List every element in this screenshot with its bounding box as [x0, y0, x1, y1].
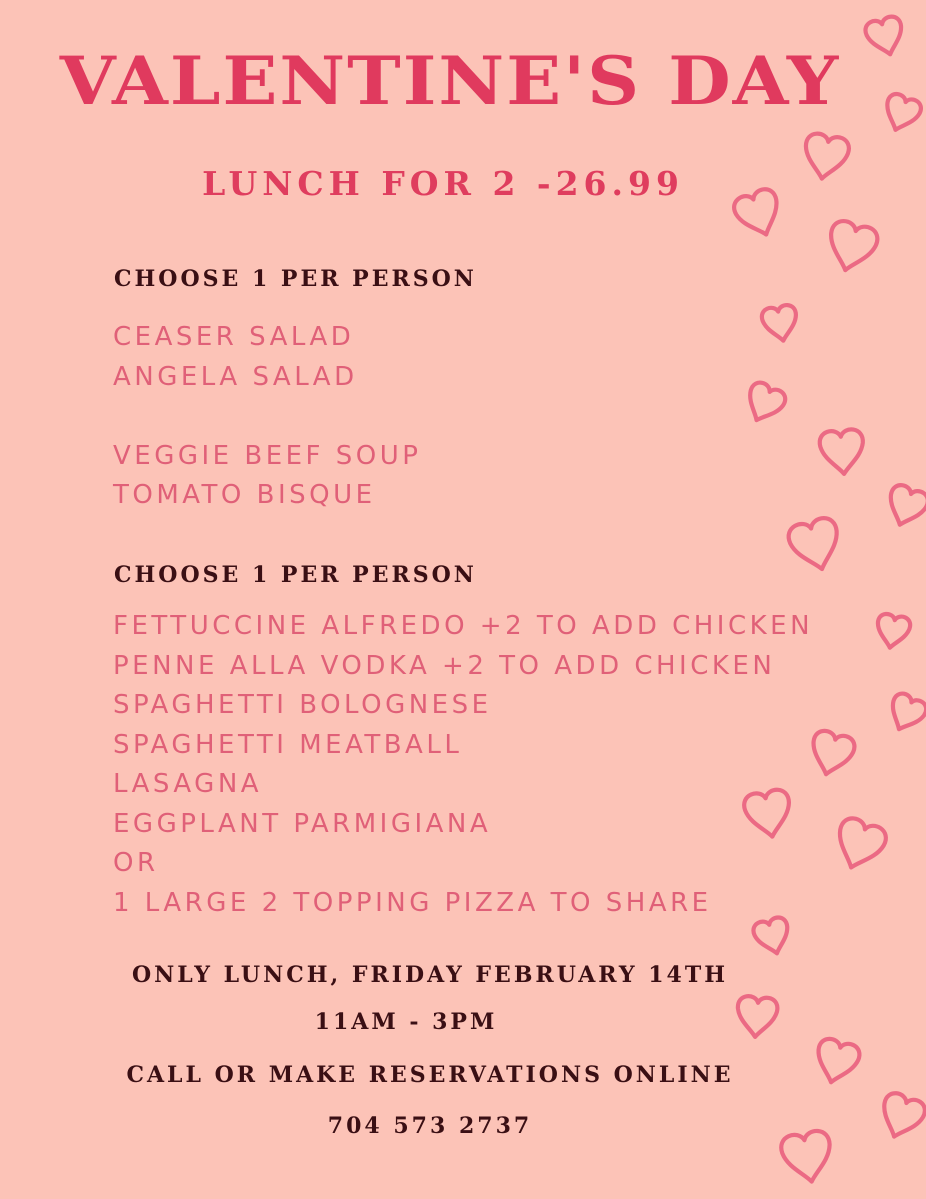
- heart-icon: [819, 428, 866, 475]
- heart-icon: [875, 1090, 926, 1144]
- heart-icon: [829, 815, 889, 876]
- phone-number: 704 573 2737: [327, 1113, 533, 1139]
- heart-icon: [806, 728, 857, 779]
- heart-icon: [882, 482, 926, 531]
- section-2-list: [113, 607, 813, 923]
- section-1-list: [113, 318, 421, 516]
- section-1-heading: CHOOSE 1 PER PERSON: [114, 266, 477, 292]
- heart-icon: [740, 379, 788, 427]
- menu-item: TOMATO BISQUE: [113, 480, 376, 510]
- time-line: 11AM - 3PM: [314, 1009, 498, 1035]
- heart-icon: [760, 304, 800, 344]
- menu-item: PENNE ALLA VODKA +2 TO ADD CHICKEN: [113, 650, 776, 681]
- heart-icon: [883, 691, 926, 737]
- menu-item: SPAGHETTI MEATBALL: [113, 729, 463, 760]
- heart-icon: [874, 613, 912, 651]
- menu-item: 1 LARGE 2 TOPPING PIZZA TO SHARE: [113, 887, 712, 918]
- menu-item: EGGPLANT PARMIGIANA: [113, 808, 492, 839]
- date-line: ONLY LUNCH, FRIDAY FEBRUARY 14TH: [131, 962, 729, 988]
- menu-item: CEASER SALAD: [113, 322, 355, 352]
- lunch-price-subtitle: LUNCH FOR 2 -26.99: [202, 164, 684, 203]
- menu-item: VEGGIE BEEF SOUP: [113, 440, 422, 471]
- heart-icon: [786, 515, 846, 575]
- heart-icon: [823, 218, 880, 276]
- section-2-heading: CHOOSE 1 PER PERSON: [114, 562, 477, 588]
- call-line: CALL OR MAKE RESERVATIONS ONLINE: [126, 1062, 734, 1088]
- menu-item: OR: [113, 848, 159, 878]
- menu-item: FETTUCCINE ALFREDO +2 TO ADD CHICKEN: [113, 611, 814, 641]
- menu-item: SPAGHETTI BOLOGNESE: [113, 690, 492, 720]
- menu-item: LASAGNA: [113, 769, 263, 799]
- list-spacer: [113, 397, 421, 437]
- menu-item: ANGELA SALAD: [113, 361, 358, 392]
- page-title: VALENTINE'S DAY: [59, 41, 841, 120]
